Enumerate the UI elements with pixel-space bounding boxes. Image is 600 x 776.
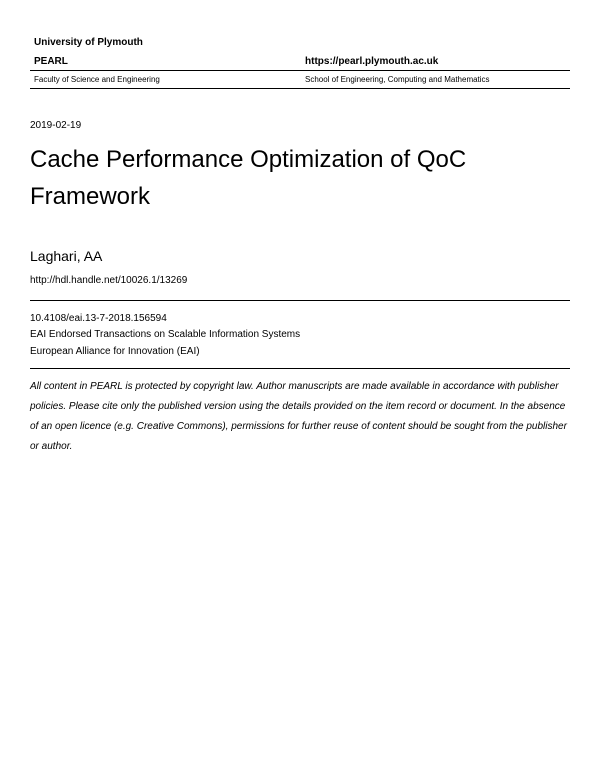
copyright-notice: All content in PEARL is protected by copyright law. Author manuscripts are made available in accordance with publisher policies. Please cite only the published version using the details provided on the item record or document. In the absence of an open licence (e.g. Creative Commons), permissions for further reuse of content should be sought from the publisher or author.	[30, 381, 567, 452]
author-name: Laghari, AA	[30, 248, 103, 264]
publication-date: 2019-02-19	[30, 120, 82, 131]
repository-row	[30, 55, 570, 71]
journal-name: EAI Endorsed Transactions on Scalable Information Systems	[30, 329, 301, 340]
school-name: School of Engineering, Computing and Mathematics	[305, 75, 490, 84]
divider	[30, 300, 570, 301]
doi-text: 10.4108/eai.13-7-2018.156594	[30, 313, 167, 324]
university-name: University of Plymouth	[34, 37, 143, 48]
repository-name: PEARL	[34, 56, 68, 67]
faculty-row	[30, 73, 570, 89]
document-title: Cache Performance Optimization of QoC Framework	[30, 146, 467, 210]
publisher-name: European Alliance for Innovation (EAI)	[30, 346, 200, 357]
handle-link[interactable]: http://hdl.handle.net/10026.1/13269	[30, 275, 188, 286]
divider	[30, 368, 570, 369]
repository-url-link[interactable]: https://pearl.plymouth.ac.uk	[305, 56, 439, 67]
faculty-name: Faculty of Science and Engineering	[34, 75, 160, 84]
